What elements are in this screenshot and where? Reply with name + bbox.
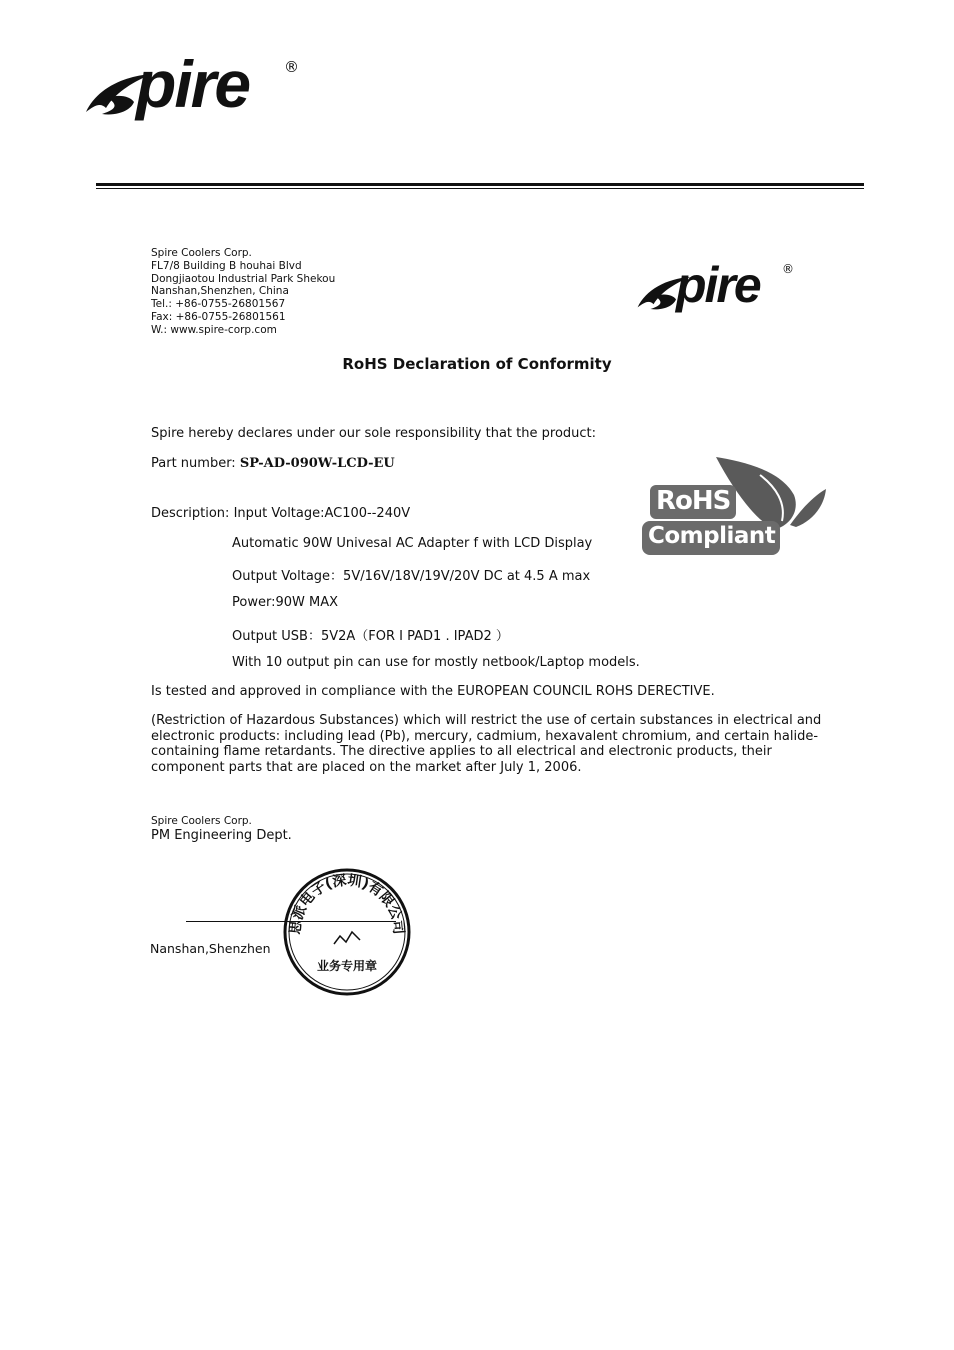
address-line: Tel.: +86-0755-26801567: [151, 298, 286, 311]
description-line: Automatic 90W Univesal AC Adapter f with LCD Display: [232, 536, 593, 551]
company-address: [151, 247, 335, 337]
signature-dept: PM Engineering Dept.: [151, 828, 292, 843]
description-line: Input Voltage:AC100--240V: [233, 506, 411, 521]
signature-location: Nanshan,Shenzhen: [150, 941, 271, 956]
part-number-value: SP-AD-090W-LCD-EU: [239, 456, 395, 471]
part-label: Part number:: [151, 456, 240, 471]
registered-mark: ®: [284, 58, 299, 76]
description-label: Description:: [151, 506, 234, 521]
document-title: RoHS Declaration of Conformity: [342, 355, 612, 373]
signature-company: Spire Coolers Corp.: [151, 815, 252, 827]
restriction-paragraph: (Restriction of Hazardous Substances) which will restrict the use of certain substances in electrical and electronic products: including lead (Pb), mercury, cadmium, hexavalent chromium, and certain halide-containing flame retardants. The directive applies to all electrical and electronic products, their component parts that are placed on the market after July 1, 2006.: [151, 713, 822, 775]
logo-text: pire: [136, 47, 250, 121]
rohs-badge: [640, 455, 830, 561]
intro-text: Spire hereby declares under our sole responsibility that the product:: [151, 426, 597, 441]
address-line: W.: www.spire-corp.com: [151, 323, 277, 336]
part-number: [151, 456, 395, 471]
company-stamp: [282, 866, 412, 998]
compliance-text: Is tested and approved in compliance with the EUROPEAN COUNCIL ROHS DERECTIVE.: [151, 684, 715, 699]
description-line: Power:90W MAX: [232, 595, 338, 610]
company-logo: [636, 250, 806, 330]
stamp-ring-text: 思派电子(深圳)有限公司: [287, 872, 407, 936]
address-line: Spire Coolers Corp.: [151, 247, 252, 259]
compliant-label: Compliant: [648, 523, 776, 549]
header-rule-thin: [96, 188, 864, 189]
address-line: FL7/8 Building B houhai Blvd: [151, 259, 302, 272]
header-logo: [84, 40, 314, 132]
description-line: Output USB：5V2A（FOR I PAD1 . IPAD2 ）: [232, 629, 509, 644]
header-rule: [96, 183, 864, 186]
description-line: Output Voltage：5V/16V/18V/19V/20V DC at 4.5 A max: [232, 569, 591, 584]
rohs-label-box: [650, 485, 736, 519]
rohs-label: RoHS: [656, 486, 731, 516]
address-line: Nanshan,Shenzhen, China: [151, 285, 289, 298]
stamp-center-text: 业务专用章: [316, 959, 378, 973]
address-line: Fax: +86-0755-26801561: [151, 310, 286, 323]
description-row: [151, 506, 410, 521]
description-line: With 10 output pin can use for mostly netbook/Laptop models.: [232, 655, 640, 670]
address-line: Dongjiaotou Industrial Park Shekou: [151, 272, 336, 285]
logo-text: pire: [676, 257, 760, 313]
registered-mark: ®: [782, 262, 794, 276]
svg-text:思派电子(深圳)有限公司: [288, 872, 408, 935]
compliant-label-box: [642, 521, 780, 555]
